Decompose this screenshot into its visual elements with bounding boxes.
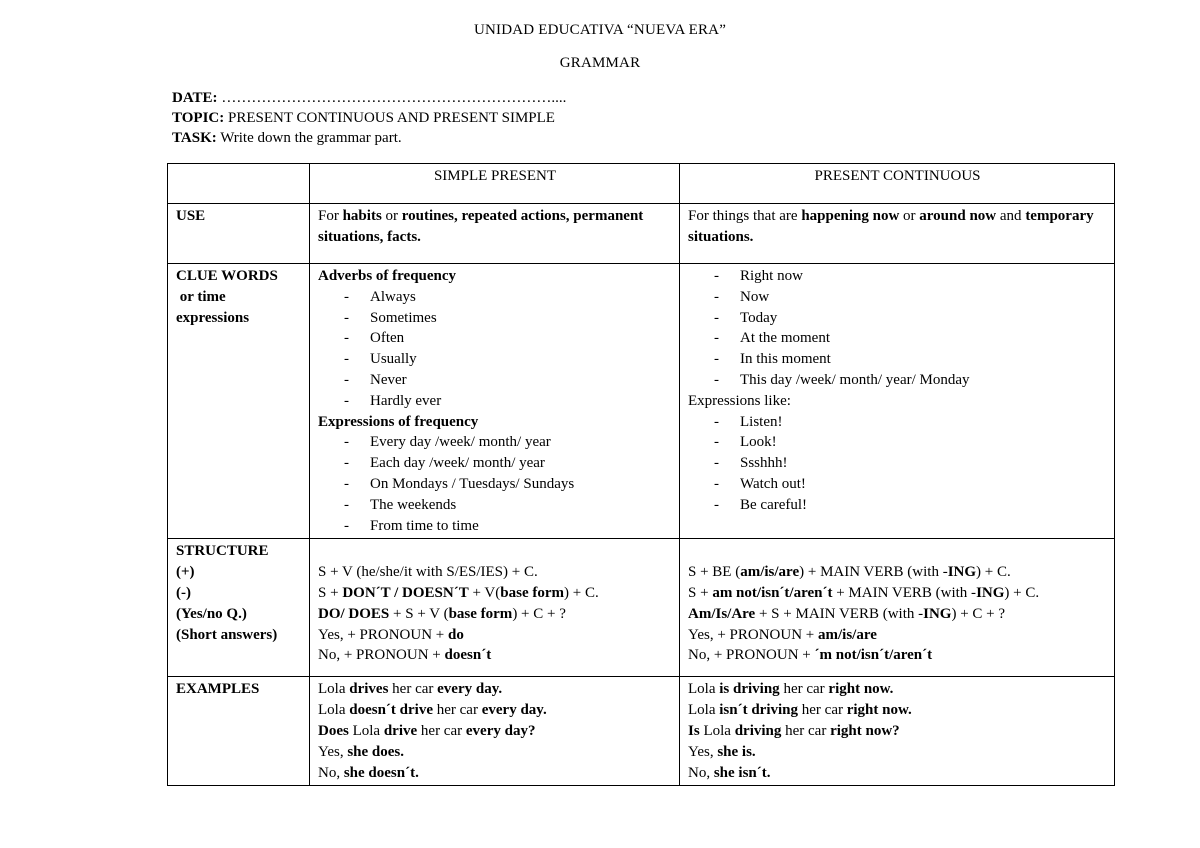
spacer: [688, 541, 1107, 562]
bold-text: she is.: [717, 743, 756, 760]
examples-continuous-lines: [688, 679, 1107, 783]
structure-label-line: (-): [176, 584, 191, 601]
bold-text: am/is/are: [818, 626, 877, 643]
expressions-like-list: [688, 412, 1107, 516]
date-label: DATE:: [172, 90, 218, 106]
bold-text: every day.: [437, 681, 503, 698]
clue-label-line: CLUE WORDS: [176, 268, 278, 284]
use-continuous-cell: [680, 204, 1115, 264]
text-run: her car: [388, 681, 438, 698]
clue-continuous-cell: [680, 264, 1115, 539]
structure-label-line: (+): [176, 564, 195, 581]
topic-value: PRESENT CONTINUOUS AND PRESENT SIMPLE: [224, 110, 555, 126]
meta-block: [172, 88, 566, 148]
list-item: - Sometimes: [318, 308, 672, 329]
bold-text: DO/ DOES: [318, 605, 390, 622]
example-line: [688, 763, 1107, 784]
list-item: - Watch out!: [688, 474, 1107, 495]
text-run: + S + V (: [389, 605, 449, 622]
example-line: [318, 700, 672, 721]
list-item: - On Mondays / Tuesdays/ Sundays: [318, 474, 672, 495]
text-run: her car: [417, 722, 466, 739]
bold-text: happening now: [801, 208, 900, 224]
example-line: [318, 742, 672, 763]
list-item: - Always: [318, 287, 672, 308]
text-run: her car: [779, 681, 829, 698]
bold-text: doesn´t drive: [349, 702, 433, 719]
list-item: - Usually: [318, 349, 672, 370]
structure-line: [688, 562, 1107, 583]
list-item: - Look!: [688, 432, 1107, 453]
bold-text: habits: [342, 208, 382, 224]
adverbs-list: [318, 287, 672, 412]
bold-text: ´m not/isn´t/aren´t: [814, 647, 933, 664]
list-item: - The weekends: [318, 495, 672, 516]
structure-line: [318, 645, 672, 666]
list-item: - Hardly ever: [318, 391, 672, 412]
time-expressions-list: [688, 266, 1107, 391]
text-run: ) + C.: [564, 584, 599, 601]
list-item: - From time to time: [318, 516, 672, 537]
structure-label-line: (Yes/no Q.): [176, 605, 247, 622]
bold-text: am/is/are: [740, 564, 800, 581]
bold-text: right now?: [830, 722, 900, 739]
clue-row: [168, 264, 1115, 539]
bold-text: base form: [500, 584, 565, 601]
list-item: - Right now: [688, 266, 1107, 287]
structure-label: [168, 539, 310, 677]
structure-label-line: (Short answers): [176, 626, 278, 643]
bold-text: she does.: [347, 743, 405, 760]
school-title: UNIDAD EDUCATIVA “NUEVA ERA”: [473, 22, 727, 38]
bold-text: do: [448, 626, 464, 643]
list-item: - Now: [688, 287, 1107, 308]
text-run: No, + PRONOUN +: [688, 647, 815, 664]
examples-simple-lines: [318, 679, 672, 783]
bold-text: ING: [923, 605, 952, 622]
use-simple-cell: [310, 204, 680, 264]
date-line: [172, 88, 566, 108]
bold-text: drive: [383, 722, 418, 739]
text-run: For things that are: [688, 208, 802, 224]
text-run: No,: [318, 764, 344, 781]
text-run: + S + MAIN VERB (with -: [755, 605, 924, 622]
structure-row: [168, 539, 1115, 677]
clue-simple-cell: [310, 264, 680, 539]
bold-text: isn´t driving: [719, 702, 799, 719]
text-run: ) + C.: [976, 564, 1011, 581]
bold-text: am not/isn´t/aren´t: [712, 584, 833, 601]
bold-text: doesn´t: [444, 647, 492, 664]
structure-simple-lines: [318, 562, 672, 666]
text-run: ) + MAIN VERB (with -: [799, 564, 948, 581]
clue-label: [168, 264, 310, 539]
list-item: - Every day /week/ month/ year: [318, 432, 672, 453]
text-run: Lola: [688, 681, 720, 698]
text-run: + V(: [468, 584, 501, 601]
text-run: Yes, + PRONOUN +: [688, 626, 819, 643]
bold-text: Am/Is/Are: [688, 605, 756, 622]
text-run: Yes,: [688, 743, 718, 760]
clue-label-line: or time: [176, 288, 226, 305]
bold-text: is driving: [719, 681, 780, 698]
structure-line: [688, 583, 1107, 604]
structure-line: [318, 583, 672, 604]
example-line: [318, 679, 672, 700]
list-item: - Ssshhh!: [688, 453, 1107, 474]
date-value: …………………………………………………………....: [217, 90, 567, 106]
use-simple-text: [318, 208, 643, 245]
text-run: S +: [318, 584, 343, 601]
task-line: [172, 128, 566, 148]
text-run: Yes,: [318, 743, 348, 760]
bold-text: she doesn´t.: [343, 764, 419, 781]
header-present-continuous: PRESENT CONTINUOUS: [680, 164, 1115, 204]
examples-simple-cell: [310, 677, 680, 786]
topic-label: TOPIC:: [172, 110, 225, 126]
text-run: Lola: [688, 702, 720, 719]
list-item: - This day /week/ month/ year/ Monday: [688, 370, 1107, 391]
text-run: or: [381, 208, 402, 224]
bold-text: temporary situations.: [688, 208, 1094, 245]
bold-text: Is: [688, 722, 700, 739]
expressions-like-title: Expressions like:: [688, 392, 791, 409]
list-item: - Never: [318, 370, 672, 391]
bold-text: right now.: [828, 681, 894, 698]
spacer: [318, 541, 672, 562]
examples-continuous-cell: [680, 677, 1115, 786]
expressions-title: Expressions of frequency: [318, 413, 479, 430]
example-line: [688, 700, 1107, 721]
structure-line: [318, 562, 672, 583]
text-run: S + BE (: [688, 564, 741, 581]
use-label: USE: [168, 204, 310, 264]
bold-text: base form: [448, 605, 513, 622]
adverbs-title: Adverbs of frequency: [318, 268, 457, 284]
bold-text: routines, repeated actions, permanent situations, facts.: [318, 208, 644, 245]
structure-line: [318, 625, 672, 646]
bold-text: around now: [919, 208, 997, 224]
header-simple-present: SIMPLE PRESENT: [310, 164, 680, 204]
list-item: - At the moment: [688, 328, 1107, 349]
text-run: or: [899, 208, 920, 224]
text-run: No, + PRONOUN +: [318, 647, 445, 664]
text-run: and: [996, 208, 1026, 224]
bold-text: ING: [976, 584, 1005, 601]
topic-line: [172, 108, 566, 128]
structure-line: [688, 604, 1107, 625]
text-run: Lola: [318, 702, 350, 719]
examples-row: [168, 677, 1115, 786]
bold-text: right now.: [846, 702, 912, 719]
example-line: [688, 742, 1107, 763]
example-line: [318, 721, 672, 742]
grammar-table: [167, 163, 1115, 786]
bold-text: driving: [734, 722, 782, 739]
use-row: [168, 204, 1115, 264]
text-run: her car: [781, 722, 831, 739]
text-run: Lola: [318, 681, 350, 698]
examples-label: EXAMPLES: [168, 677, 310, 786]
clue-label-line: expressions: [176, 309, 250, 326]
text-run: ) + C + ?: [951, 605, 1006, 622]
task-value: Write down the grammar part.: [216, 130, 402, 146]
bold-text: ING: [947, 564, 977, 581]
structure-line: [318, 604, 672, 625]
text-run: her car: [798, 702, 847, 719]
list-item: - Be careful!: [688, 495, 1107, 516]
bold-text: Does: [318, 722, 349, 739]
expressions-list: [318, 432, 672, 536]
text-run: S + V (he/she/it with S/ES/IES) + C.: [318, 564, 538, 581]
structure-simple-cell: [310, 539, 680, 677]
text-run: ) + C.: [1004, 584, 1040, 601]
structure-continuous-lines: [688, 562, 1107, 666]
text-run: her car: [433, 702, 482, 719]
example-line: [688, 679, 1107, 700]
list-item: - Listen!: [688, 412, 1107, 433]
text-run: Lola: [348, 722, 384, 739]
structure-label-line: STRUCTURE: [176, 543, 269, 560]
structure-continuous-cell: [680, 539, 1115, 677]
use-continuous-text: [688, 208, 1094, 245]
example-line: [688, 721, 1107, 742]
header-empty-cell: [168, 164, 310, 204]
text-run: + MAIN VERB (with -: [832, 584, 977, 601]
bold-text: she isn´t.: [713, 764, 771, 781]
text-run: S +: [688, 584, 713, 601]
bold-text: every day.: [481, 702, 547, 719]
list-item: - Often: [318, 328, 672, 349]
table-header-row: [168, 164, 1115, 204]
structure-line: [688, 625, 1107, 646]
example-line: [318, 763, 672, 784]
list-item: - Today: [688, 308, 1107, 329]
text-run: Lola: [699, 722, 735, 739]
subject-title: GRAMMAR: [559, 55, 641, 71]
list-item: - Each day /week/ month/ year: [318, 453, 672, 474]
text-run: For: [318, 208, 343, 224]
bold-text: drives: [349, 681, 389, 698]
bold-text: every day?: [465, 722, 536, 739]
bold-text: DON´T / DOESN´T: [342, 584, 469, 601]
task-label: TASK:: [172, 130, 217, 146]
text-run: Yes, + PRONOUN +: [318, 626, 449, 643]
structure-line: [688, 645, 1107, 666]
text-run: No,: [688, 764, 714, 781]
list-item: - In this moment: [688, 349, 1107, 370]
text-run: ) + C + ?: [512, 605, 566, 622]
